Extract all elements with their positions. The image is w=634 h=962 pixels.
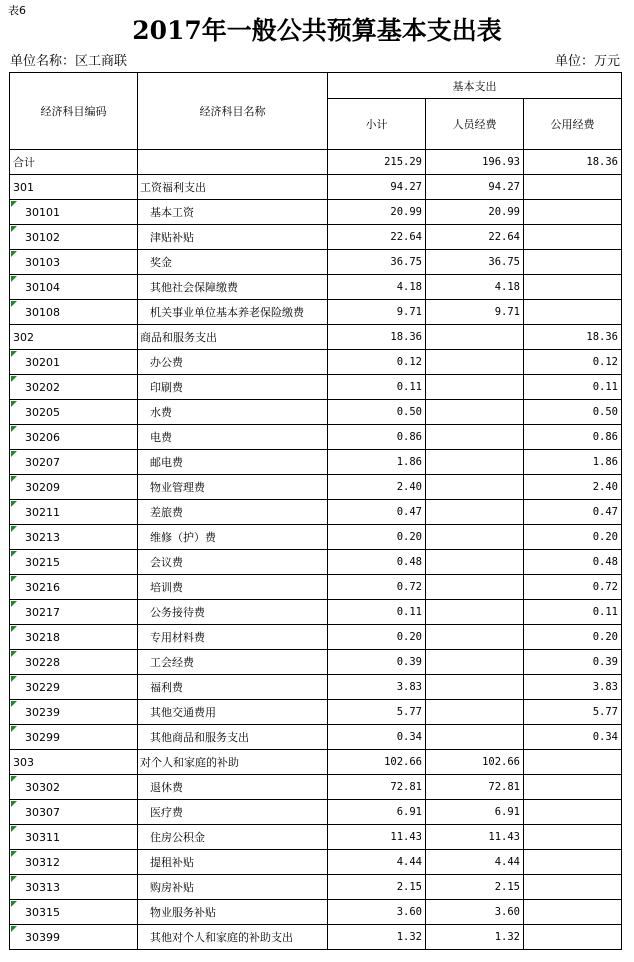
cell-code: 30399 — [10, 925, 138, 950]
cell-public — [524, 275, 622, 300]
table-row — [10, 150, 622, 175]
cell-public — [524, 250, 622, 275]
cell-subtotal: 22.64 — [328, 225, 426, 250]
cell-name: 水费 — [138, 400, 328, 425]
cell-code: 30211 — [10, 500, 138, 525]
cell-public: 0.12 — [524, 350, 622, 375]
table-row — [10, 750, 622, 775]
cell-subtotal: 0.11 — [328, 375, 426, 400]
cell-code: 30312 — [10, 850, 138, 875]
table-row — [10, 450, 622, 475]
cell-code: 30207 — [10, 450, 138, 475]
cell-subtotal: 0.39 — [328, 650, 426, 675]
cell-public — [524, 850, 622, 875]
budget-table — [9, 72, 622, 950]
cell-public — [524, 825, 622, 850]
cell-name: 退休费 — [138, 775, 328, 800]
cell-subtotal: 0.20 — [328, 625, 426, 650]
cell-subtotal: 3.60 — [328, 900, 426, 925]
cell-code: 30229 — [10, 675, 138, 700]
cell-name: 公务接待费 — [138, 600, 328, 625]
table-row — [10, 300, 622, 325]
cell-name: 住房公积金 — [138, 825, 328, 850]
cell-personnel: 4.18 — [426, 275, 524, 300]
cell-code: 30313 — [10, 875, 138, 900]
table-row — [10, 225, 622, 250]
table-row — [10, 650, 622, 675]
page-title: 2017年一般公共预算基本支出表 — [132, 16, 502, 45]
cell-code: 301 — [10, 175, 138, 200]
table-row — [10, 425, 622, 450]
table-row — [10, 400, 622, 425]
cell-code: 30201 — [10, 350, 138, 375]
cell-name: 印刷费 — [138, 375, 328, 400]
cell-public — [524, 900, 622, 925]
cell-code: 30315 — [10, 900, 138, 925]
table-row — [10, 375, 622, 400]
cell-personnel: 6.91 — [426, 800, 524, 825]
table-row — [10, 900, 622, 925]
cell-subtotal: 3.83 — [328, 675, 426, 700]
cell-code: 30209 — [10, 475, 138, 500]
cell-public: 5.77 — [524, 700, 622, 725]
table-row — [10, 825, 622, 850]
currency-unit-label: 单位：万元 — [554, 54, 620, 69]
cell-personnel: 72.81 — [426, 775, 524, 800]
cell-public — [524, 175, 622, 200]
cell-public: 3.83 — [524, 675, 622, 700]
cell-personnel: 196.93 — [426, 150, 524, 175]
cell-public — [524, 925, 622, 950]
cell-subtotal: 94.27 — [328, 175, 426, 200]
cell-personnel — [426, 550, 524, 575]
cell-personnel — [426, 625, 524, 650]
cell-subtotal: 0.48 — [328, 550, 426, 575]
table-row — [10, 175, 622, 200]
cell-personnel: 20.99 — [426, 200, 524, 225]
table-row — [10, 350, 622, 375]
cell-subtotal: 20.99 — [328, 200, 426, 225]
cell-name: 提租补贴 — [138, 850, 328, 875]
cell-personnel: 1.32 — [426, 925, 524, 950]
cell-name: 培训费 — [138, 575, 328, 600]
cell-name: 物业管理费 — [138, 475, 328, 500]
table-row — [10, 550, 622, 575]
header-code: 经济科目编码 — [10, 73, 138, 150]
table-row — [10, 200, 622, 225]
cell-name: 对个人和家庭的补助 — [138, 750, 328, 775]
cell-name: 其他社会保障缴费 — [138, 275, 328, 300]
cell-public — [524, 750, 622, 775]
cell-code: 30202 — [10, 375, 138, 400]
table-row — [10, 475, 622, 500]
table-row — [10, 600, 622, 625]
cell-personnel — [426, 675, 524, 700]
cell-subtotal: 1.86 — [328, 450, 426, 475]
table-row — [10, 525, 622, 550]
cell-subtotal: 72.81 — [328, 775, 426, 800]
cell-name: 办公费 — [138, 350, 328, 375]
cell-subtotal: 0.50 — [328, 400, 426, 425]
cell-code: 30104 — [10, 275, 138, 300]
table-row — [10, 325, 622, 350]
cell-name: 奖金 — [138, 250, 328, 275]
cell-name: 福利费 — [138, 675, 328, 700]
cell-name: 工会经费 — [138, 650, 328, 675]
cell-subtotal: 36.75 — [328, 250, 426, 275]
table-row — [10, 775, 622, 800]
cell-public: 0.20 — [524, 625, 622, 650]
cell-code: 30102 — [10, 225, 138, 250]
cell-public: 18.36 — [524, 325, 622, 350]
cell-public: 0.11 — [524, 375, 622, 400]
cell-name — [138, 150, 328, 175]
cell-public — [524, 200, 622, 225]
cell-public — [524, 775, 622, 800]
cell-name: 购房补贴 — [138, 875, 328, 900]
cell-personnel: 9.71 — [426, 300, 524, 325]
cell-subtotal: 0.47 — [328, 500, 426, 525]
table-row — [10, 275, 622, 300]
cell-subtotal: 215.29 — [328, 150, 426, 175]
cell-name: 专用材料费 — [138, 625, 328, 650]
cell-name: 电费 — [138, 425, 328, 450]
cell-code: 30215 — [10, 550, 138, 575]
header-public: 公用经费 — [524, 99, 622, 150]
cell-public: 0.11 — [524, 600, 622, 625]
cell-code: 30213 — [10, 525, 138, 550]
cell-code: 30302 — [10, 775, 138, 800]
cell-personnel — [426, 600, 524, 625]
cell-public: 2.40 — [524, 475, 622, 500]
cell-subtotal: 18.36 — [328, 325, 426, 350]
cell-personnel: 94.27 — [426, 175, 524, 200]
table-row — [10, 725, 622, 750]
cell-subtotal: 9.71 — [328, 300, 426, 325]
cell-subtotal: 4.18 — [328, 275, 426, 300]
cell-public: 0.34 — [524, 725, 622, 750]
cell-public: 0.48 — [524, 550, 622, 575]
cell-personnel: 102.66 — [426, 750, 524, 775]
cell-personnel: 3.60 — [426, 900, 524, 925]
cell-personnel — [426, 650, 524, 675]
cell-code: 30307 — [10, 800, 138, 825]
table-row — [10, 875, 622, 900]
cell-personnel: 2.15 — [426, 875, 524, 900]
cell-personnel: 22.64 — [426, 225, 524, 250]
cell-name: 机关事业单位基本养老保险缴费 — [138, 300, 328, 325]
table-row — [10, 850, 622, 875]
cell-code: 303 — [10, 750, 138, 775]
table-number: 表6 — [8, 4, 26, 17]
cell-personnel — [426, 325, 524, 350]
cell-subtotal: 4.44 — [328, 850, 426, 875]
table-row — [10, 700, 622, 725]
cell-code: 合计 — [10, 150, 138, 175]
cell-subtotal: 1.32 — [328, 925, 426, 950]
cell-code: 30228 — [10, 650, 138, 675]
cell-name: 基本工资 — [138, 200, 328, 225]
cell-subtotal: 0.12 — [328, 350, 426, 375]
cell-subtotal: 0.34 — [328, 725, 426, 750]
cell-subtotal: 2.40 — [328, 475, 426, 500]
cell-subtotal: 102.66 — [328, 750, 426, 775]
table-row — [10, 925, 622, 950]
table-row — [10, 250, 622, 275]
cell-personnel — [426, 400, 524, 425]
cell-name: 津贴补贴 — [138, 225, 328, 250]
cell-code: 30206 — [10, 425, 138, 450]
cell-public: 0.72 — [524, 575, 622, 600]
cell-personnel — [426, 425, 524, 450]
cell-personnel: 11.43 — [426, 825, 524, 850]
cell-personnel — [426, 700, 524, 725]
cell-public — [524, 225, 622, 250]
cell-public: 18.36 — [524, 150, 622, 175]
cell-personnel: 4.44 — [426, 850, 524, 875]
cell-personnel — [426, 525, 524, 550]
cell-code: 30299 — [10, 725, 138, 750]
cell-subtotal: 0.86 — [328, 425, 426, 450]
cell-subtotal: 0.72 — [328, 575, 426, 600]
cell-personnel: 36.75 — [426, 250, 524, 275]
cell-personnel — [426, 375, 524, 400]
cell-code: 30205 — [10, 400, 138, 425]
cell-name: 会议费 — [138, 550, 328, 575]
cell-name: 维修（护）费 — [138, 525, 328, 550]
table-row — [10, 800, 622, 825]
cell-public: 0.47 — [524, 500, 622, 525]
cell-name: 其他对个人和家庭的补助支出 — [138, 925, 328, 950]
cell-personnel — [426, 475, 524, 500]
cell-code: 30239 — [10, 700, 138, 725]
cell-name: 其他交通费用 — [138, 700, 328, 725]
table-row — [10, 500, 622, 525]
cell-code: 302 — [10, 325, 138, 350]
header-basic-expenditure: 基本支出 — [328, 73, 622, 99]
cell-code: 30217 — [10, 600, 138, 625]
header-personnel: 人员经费 — [426, 99, 524, 150]
cell-personnel — [426, 500, 524, 525]
cell-public: 0.39 — [524, 650, 622, 675]
table-row — [10, 625, 622, 650]
cell-personnel — [426, 350, 524, 375]
cell-code: 30311 — [10, 825, 138, 850]
cell-personnel — [426, 725, 524, 750]
header-subtotal: 小计 — [328, 99, 426, 150]
table-row — [10, 575, 622, 600]
cell-subtotal: 6.91 — [328, 800, 426, 825]
cell-public: 0.20 — [524, 525, 622, 550]
cell-personnel — [426, 450, 524, 475]
cell-code: 30108 — [10, 300, 138, 325]
header-name: 经济科目名称 — [138, 73, 328, 150]
cell-code: 30103 — [10, 250, 138, 275]
cell-public — [524, 800, 622, 825]
cell-code: 30101 — [10, 200, 138, 225]
cell-name: 差旅费 — [138, 500, 328, 525]
cell-subtotal: 5.77 — [328, 700, 426, 725]
cell-public — [524, 300, 622, 325]
cell-public — [524, 875, 622, 900]
cell-code: 30218 — [10, 625, 138, 650]
cell-subtotal: 0.11 — [328, 600, 426, 625]
cell-public: 0.86 — [524, 425, 622, 450]
cell-name: 物业服务补贴 — [138, 900, 328, 925]
cell-name: 商品和服务支出 — [138, 325, 328, 350]
cell-code: 30216 — [10, 575, 138, 600]
cell-public: 1.86 — [524, 450, 622, 475]
cell-name: 工资福利支出 — [138, 175, 328, 200]
cell-name: 其他商品和服务支出 — [138, 725, 328, 750]
table-row — [10, 675, 622, 700]
cell-subtotal: 0.20 — [328, 525, 426, 550]
cell-public: 0.50 — [524, 400, 622, 425]
cell-name: 邮电费 — [138, 450, 328, 475]
unit-name-label: 单位名称：区工商联 — [10, 54, 128, 69]
cell-personnel — [426, 575, 524, 600]
cell-name: 医疗费 — [138, 800, 328, 825]
cell-subtotal: 2.15 — [328, 875, 426, 900]
cell-subtotal: 11.43 — [328, 825, 426, 850]
